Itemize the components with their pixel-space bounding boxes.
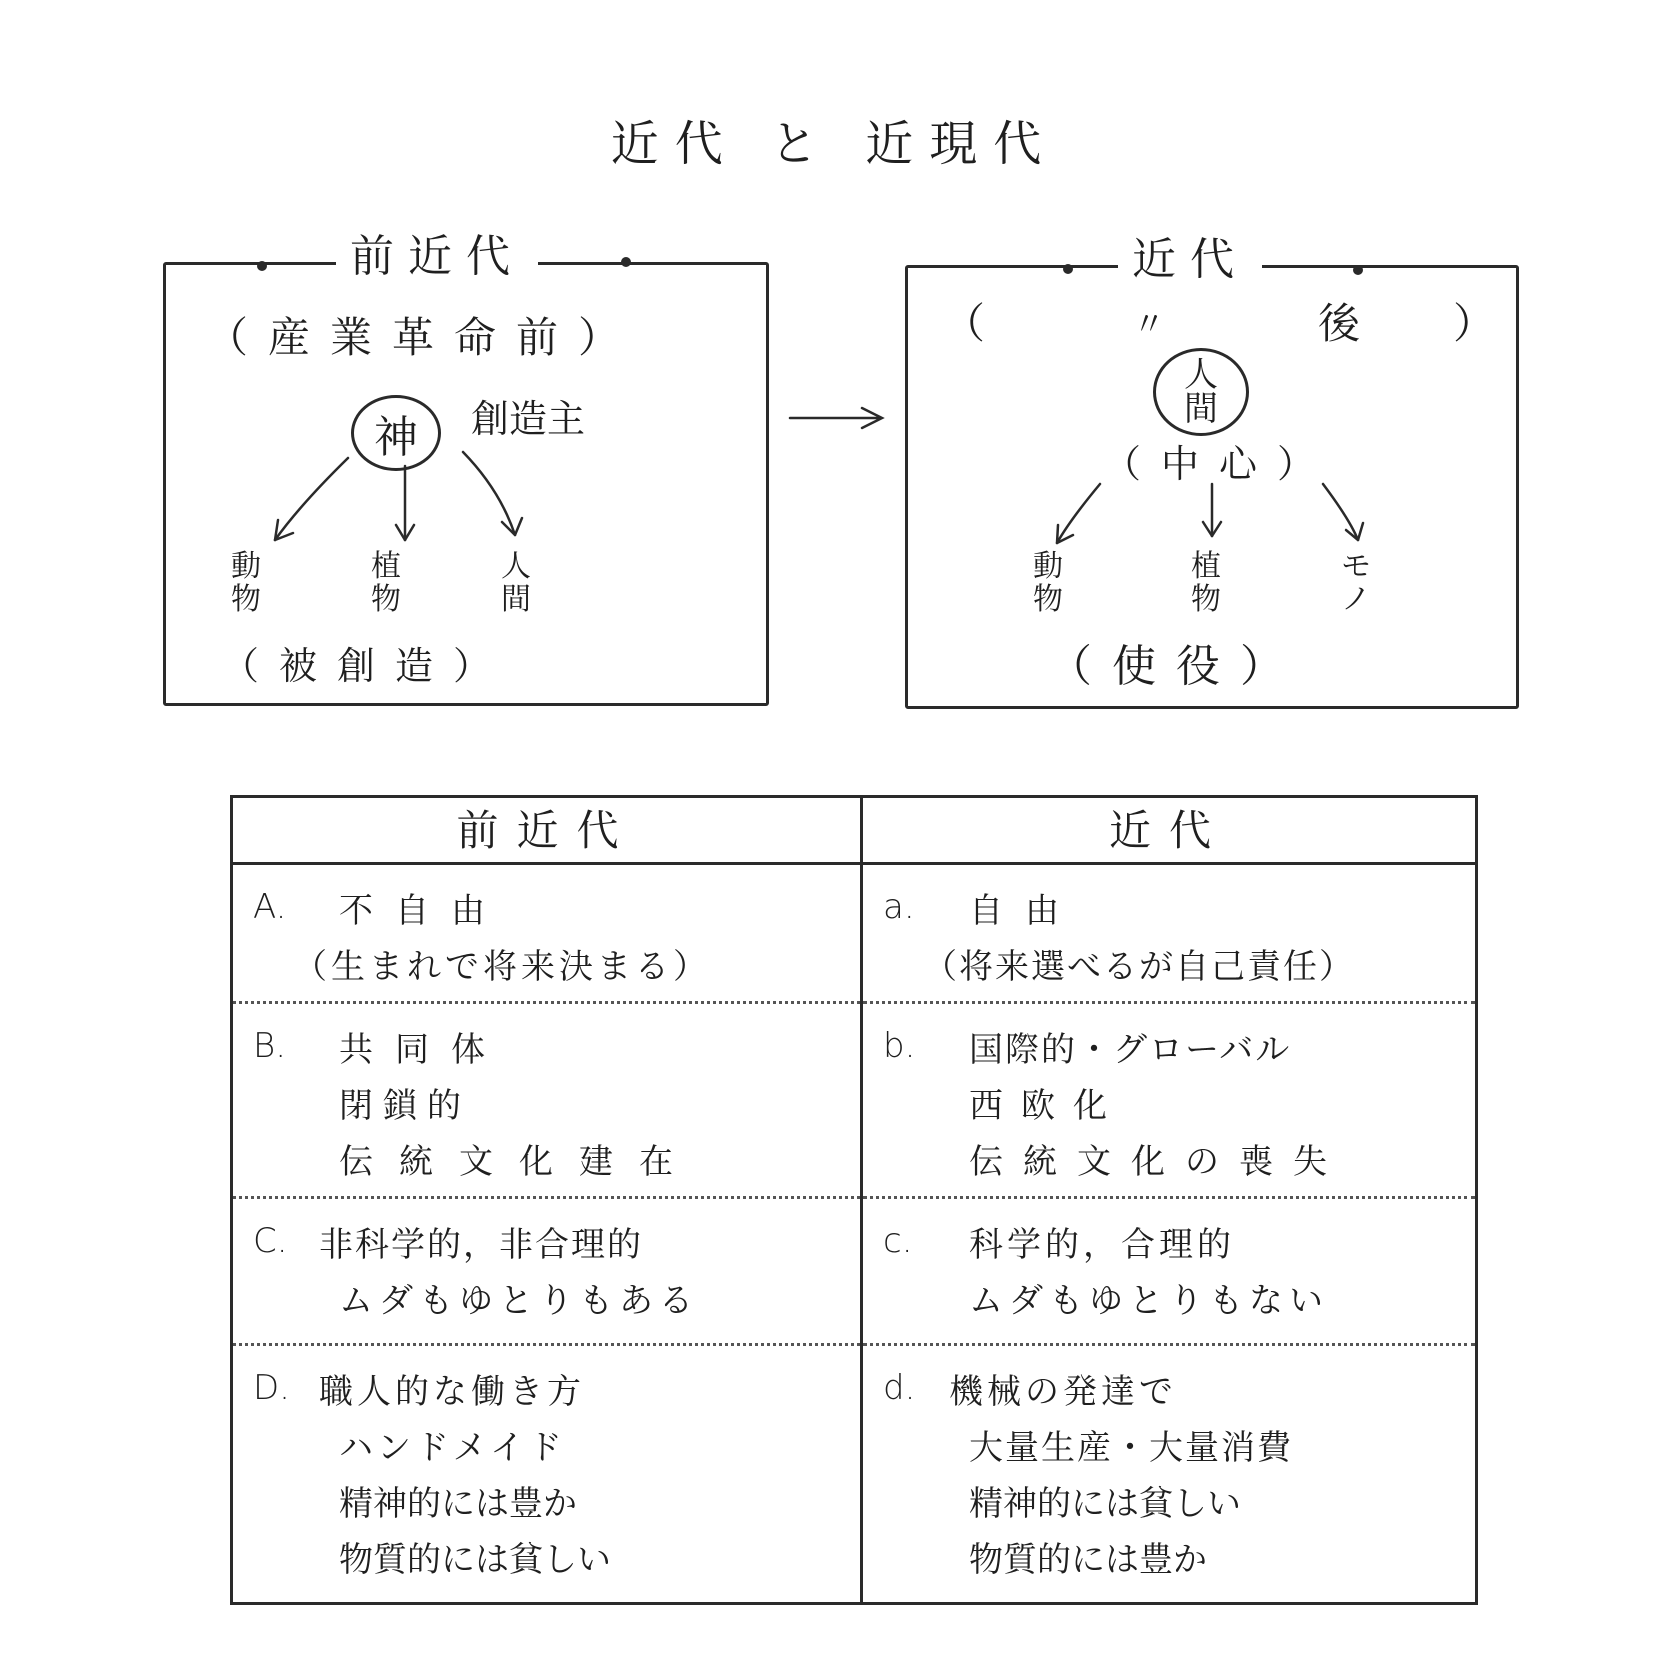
row-label: b. xyxy=(883,1026,916,1066)
modern-heading: 近代 xyxy=(1118,238,1262,282)
cell-line: ムダもゆとりもある xyxy=(339,1280,699,1321)
pre-item-animals: 動物 xyxy=(231,549,261,617)
cell-line: 自由 xyxy=(969,890,1081,931)
row-label: a. xyxy=(883,887,915,927)
modern-item-plants: 植物 xyxy=(1191,549,1221,617)
header-modern: 近代 xyxy=(862,797,1477,864)
arrow-to-modern-things xyxy=(1323,484,1358,540)
row-label: A. xyxy=(253,887,287,927)
cell-pre-c xyxy=(233,1199,860,1343)
modern-subtitle-word: 後 xyxy=(1318,299,1361,348)
cell-line: ムダもゆとりもない xyxy=(969,1280,1329,1321)
pre-item-humans: 人間 xyxy=(501,549,531,617)
table-row xyxy=(232,1345,1477,1604)
cell-line: 精神的には豊か xyxy=(339,1483,577,1524)
row-label: c. xyxy=(883,1221,913,1261)
cell-line: （生まれで将来決まる） xyxy=(293,946,711,987)
cell-modern-c xyxy=(863,1199,1475,1343)
modern-subtitle-ditto: 〃 xyxy=(1133,305,1166,343)
row-label: B. xyxy=(253,1026,287,1066)
modern-item-things: モノ xyxy=(1341,549,1371,617)
cell-line: 伝統文化建在 xyxy=(339,1141,699,1182)
cell-line: 非科学的，非合理的 xyxy=(319,1224,643,1265)
cell-modern-a xyxy=(863,865,1475,1001)
creator-note: 創造主 xyxy=(471,397,586,441)
cell-line: 物質的には豊か xyxy=(969,1539,1207,1580)
cell-modern-d xyxy=(863,1346,1475,1602)
cell-pre-b xyxy=(233,1004,860,1196)
row-label: d. xyxy=(883,1368,916,1408)
table-row xyxy=(232,1003,1477,1198)
table-row xyxy=(232,1198,1477,1345)
arrow-to-animals xyxy=(275,458,348,540)
cell-line: 不自由 xyxy=(339,890,507,931)
arrow-to-modern-animals xyxy=(1057,484,1100,543)
cell-line: ハンドメイド xyxy=(339,1427,566,1468)
cell-modern-b xyxy=(863,1004,1475,1196)
page-title: 近代 と 近現代 xyxy=(610,116,1058,172)
cell-pre-a xyxy=(233,865,860,1001)
row-label: C. xyxy=(253,1221,288,1261)
cell-line: 精神的には貧しい xyxy=(969,1483,1241,1524)
pre-modern-heading: 前近代 xyxy=(336,235,538,279)
pin-dot xyxy=(257,261,267,271)
cell-pre-d xyxy=(233,1346,860,1602)
arrow-pre-to-modern xyxy=(790,408,882,428)
row-label: D. xyxy=(253,1368,290,1408)
cell-line: 西欧化 xyxy=(969,1085,1125,1126)
cell-line: 大量生産・大量消費 xyxy=(969,1427,1293,1468)
arrow-to-humans xyxy=(463,452,515,535)
table-row xyxy=(232,864,1477,1003)
cell-line: 職人的な働き方 xyxy=(319,1371,585,1412)
modern-item-animals: 動物 xyxy=(1033,549,1063,617)
cell-line: 物質的には貧しい xyxy=(339,1539,611,1580)
pin-dot xyxy=(1353,265,1363,275)
cell-line: 伝統文化の喪失 xyxy=(969,1141,1347,1182)
human-label: 人間 xyxy=(1184,355,1218,429)
modern-footer: （使役） xyxy=(1048,641,1304,692)
god-label: 神 xyxy=(374,412,418,463)
pre-modern-subtitle: （産業革命前） xyxy=(206,313,641,362)
cell-line: 機械の発達で xyxy=(949,1371,1177,1412)
pre-modern-footer: （被創造） xyxy=(221,644,512,688)
pin-dot xyxy=(621,257,631,267)
header-pre-modern: 前近代 xyxy=(232,797,862,864)
cell-line: 国際的・グローバル xyxy=(969,1029,1292,1070)
modern-subtitle-open: （ xyxy=(943,299,986,348)
cell-line: 科学的，合理的 xyxy=(969,1224,1235,1265)
table-header-row xyxy=(232,797,1477,864)
modern-subtitle-close: ） xyxy=(1453,299,1496,348)
cell-line: 閉鎖的 xyxy=(339,1085,471,1126)
cell-line: （将来選べるが自己責任） xyxy=(923,946,1355,987)
pin-dot xyxy=(1063,264,1073,274)
center-note: （中心） xyxy=(1103,442,1336,486)
cell-line: 共同体 xyxy=(339,1029,507,1070)
comparison-table xyxy=(230,795,1478,1605)
pre-item-plants: 植物 xyxy=(371,549,401,617)
